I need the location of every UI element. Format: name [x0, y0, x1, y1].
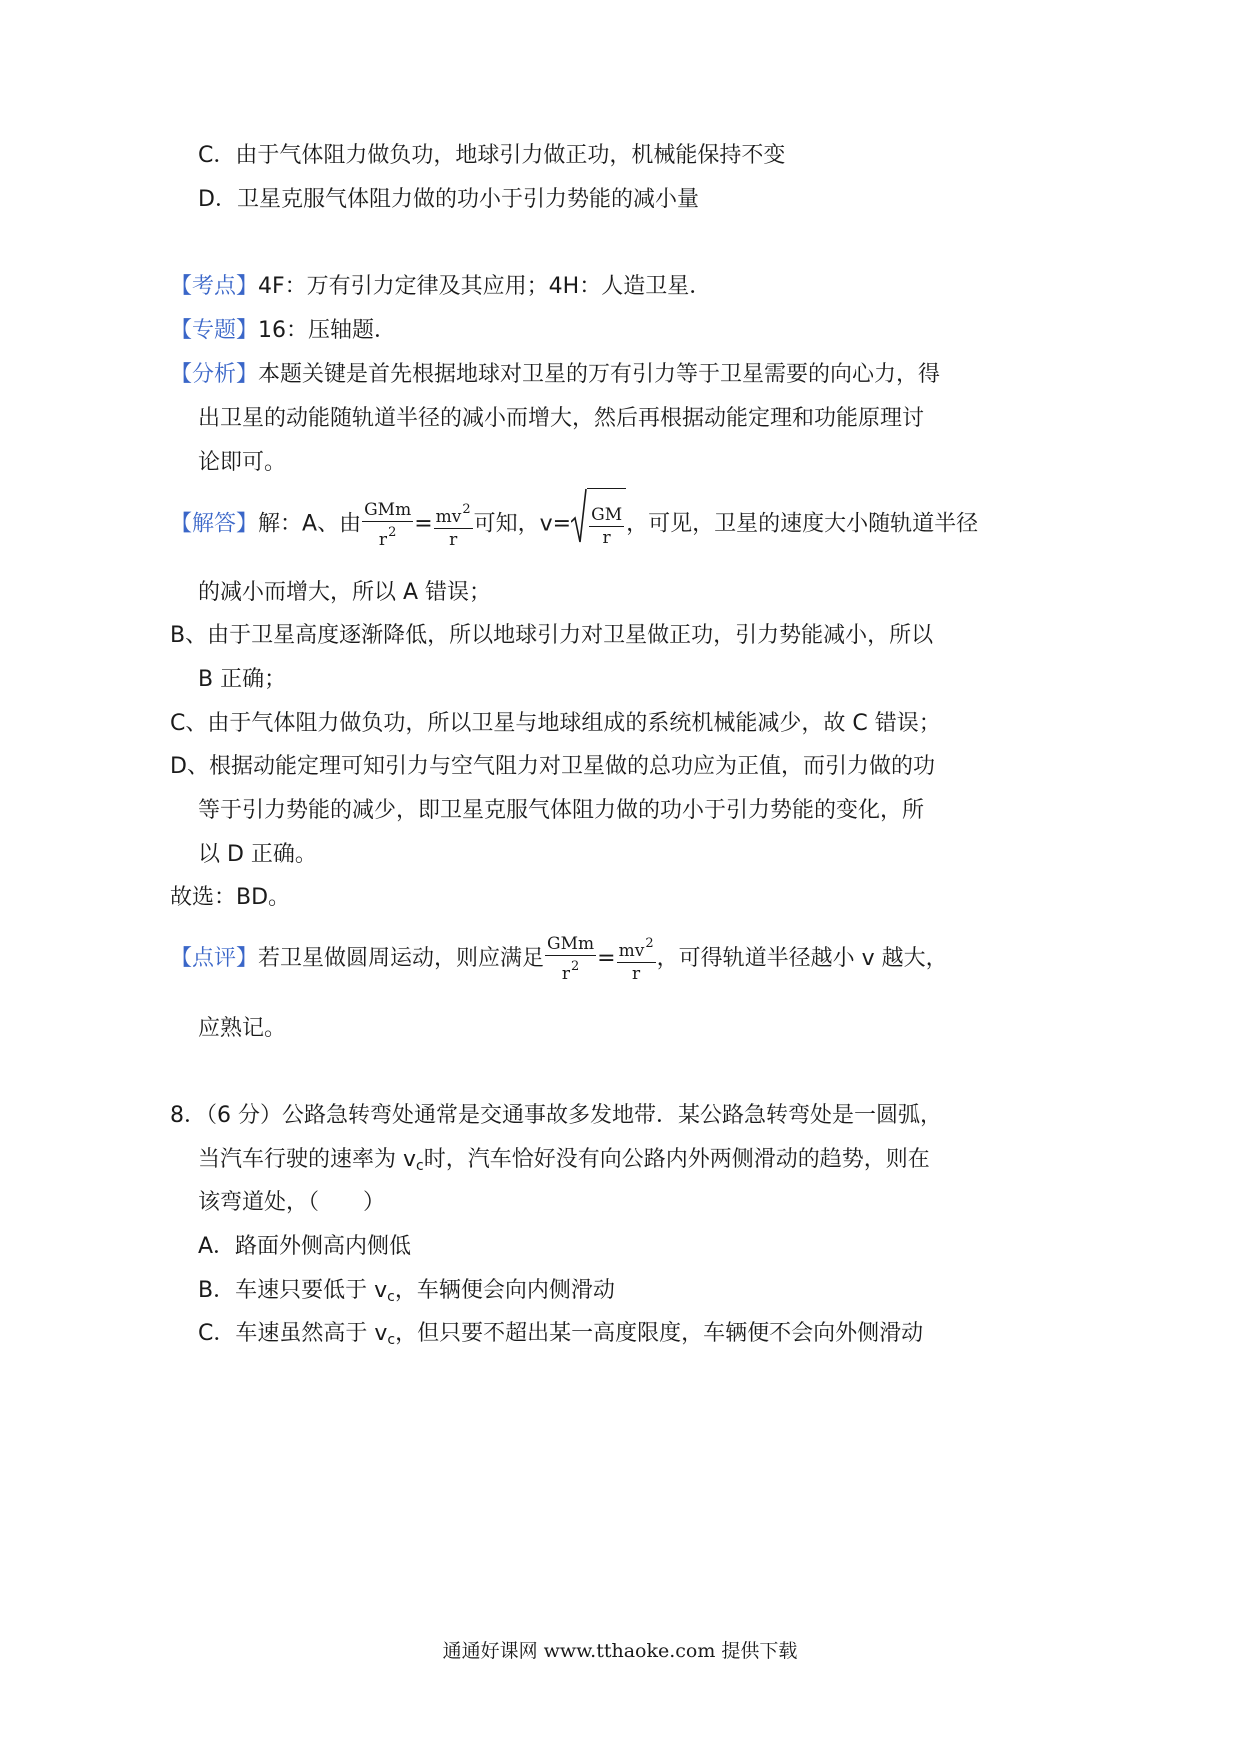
jieda-c-line: C、由于气体阻力做负功，所以卫星与地球组成的系统机械能减少，故 C 错误； — [170, 711, 941, 736]
page-footer: 通通好课网 www.tthaoke.com 提供下载 — [442, 1640, 798, 1662]
fenxi-line-2: 出卫星的动能随轨道半径的减小而增大，然后再根据动能定理和功能原理讨 — [198, 406, 925, 431]
zhuanti-tag: 【专题】 — [170, 318, 259, 343]
q8-stem-line-2: 当汽车行驶的速率为 $v_c$时，汽车恰好没有向公路内外两侧滑动的趋势，则在 — [198, 1147, 930, 1174]
jieda-after: ，可见，卫星的速度大小随轨道半径 — [626, 511, 979, 537]
formula-mv2-over-r: $\frac{mv^2}{r}$ — [434, 499, 473, 551]
dianping-line-2: 应熟记。 — [198, 1016, 287, 1041]
formula-equals: = — [414, 511, 433, 537]
kaodian-text: 4F：万有引力定律及其应用；4H：人造卫星． — [258, 274, 712, 299]
zhuanti-text: 16：压轴题． — [258, 318, 397, 343]
formula-gmm-over-r2: $\frac{\text{GMm}}{r^2}$ — [364, 499, 412, 550]
jieda-line-1 — [170, 488, 978, 558]
fenxi-text-1: 本题关键是首先根据地球对卫星的万有引力等于卫星需要的向心力，得 — [258, 362, 941, 387]
dianping-formula-equals: = — [597, 946, 616, 971]
dianping-line-1 — [170, 924, 948, 994]
jieda-d-line-1: D、根据动能定理可知引力与空气阻力对卫星做的总功应为正值，而引力做的功 — [170, 754, 935, 779]
dianping-tag: 【点评】 — [170, 946, 259, 971]
dianping-after: ，可得轨道半径越小 v 越大， — [656, 946, 948, 971]
dianping-formula-gmm-over-r2: $\frac{\text{GMm}}{r^2}$ — [547, 934, 595, 984]
kaodian-tag: 【考点】 — [170, 274, 259, 299]
fenxi-tag: 【分析】 — [170, 362, 259, 387]
q8-option-a: A．路面外侧高内侧低 — [198, 1234, 412, 1259]
jieda-intro: 解：A、由 — [258, 511, 362, 537]
q8-option-b: B．车速只要低于 $v_c$，车辆便会向内侧滑动 — [198, 1278, 615, 1305]
jieda-mid: 可知，v= — [473, 511, 572, 537]
dianping-intro: 若卫星做圆周运动，则应满足 — [258, 946, 545, 971]
jieda-tag: 【解答】 — [170, 511, 259, 537]
q8-option-c: C．车速虽然高于 $v_c$，但只要不超出某一高度限度，车辆便不会向外侧滑动 — [198, 1321, 924, 1348]
q8-stem-line-3: 该弯道处，（ ） — [198, 1190, 386, 1215]
jieda-d-line-3: 以 D 正确。 — [198, 842, 317, 867]
jieda-b-line-2: B 正确； — [198, 667, 287, 692]
jieda-b-line-1: B、由于卫星高度逐渐降低，所以地球引力对卫星做正功，引力势能减小，所以 — [170, 623, 934, 648]
formula-sqrt-gm-over-r: $\frac{GM}{r}$ — [571, 488, 626, 561]
kaodian-section — [170, 271, 711, 303]
jieda-answer: 故选：BD。 — [170, 885, 291, 910]
jieda-d-line-2: 等于引力势能的减少，即卫星克服气体阻力做的功小于引力势能的变化，所 — [198, 798, 925, 823]
option-c: C．由于气体阻力做负功，地球引力做正功，机械能保持不变 — [198, 143, 786, 168]
fenxi-line-1 — [170, 359, 940, 391]
jieda-line-2: 的减小而增大，所以 A 错误； — [198, 580, 492, 605]
q8-stem-line-1: 8．（6 分）公路急转弯处通常是交通事故多发地带．某公路急转弯处是一圆弧， — [170, 1103, 942, 1128]
option-d: D．卫星克服气体阻力做的功小于引力势能的减小量 — [198, 187, 699, 212]
dianping-formula-mv2-over-r: $\frac{mv^2}{r}$ — [617, 933, 656, 985]
fenxi-line-3: 论即可。 — [198, 450, 287, 475]
zhuanti-section — [170, 315, 396, 347]
